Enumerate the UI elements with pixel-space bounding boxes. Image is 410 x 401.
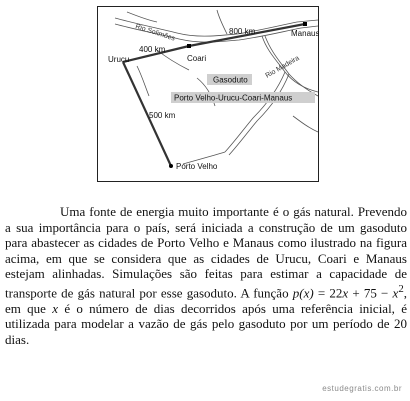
manaus-marker: [303, 22, 307, 26]
distance-urucu-porto-velho: 500 km: [149, 111, 176, 120]
text-part-3: é o número de dias decorridos após uma referência inicial, é utilizada para modelar a vazão de gás pelo gasoduto por um período de 20 dias.: [5, 300, 407, 348]
formula-equals: = 22: [313, 285, 343, 301]
city-manaus-label: Manaus: [291, 29, 319, 38]
distance-urucu-coari: 400 km: [139, 45, 166, 54]
distance-coari-manaus: 800 km: [229, 27, 256, 36]
city-urucu-label: Urucu: [108, 55, 130, 64]
text-part-2: , em que: [5, 285, 407, 316]
text-part-1: Uma fonte de energia muito importante é o gás natural. Prevendo a sua importância para o país, será iniciada a construção de um gasoduto para abastecer as cidades de Porto Velho e Manaus como ilustrado na figura acima, em que se considera que as cidades de Urucu, Coari e Manaus estejam alinhadas. Simulações são feitas para estimar a capacidade de transporte de gás natural por esse gasoduto. A função: [5, 204, 407, 301]
question-text: [5, 204, 407, 348]
formula-rest: + 75 −: [348, 285, 393, 301]
river-madeira-label: Rio Madeira: [264, 54, 301, 80]
function-name: p(x): [292, 285, 314, 301]
city-porto-velho-label: Porto Velho: [176, 162, 218, 171]
river-solimoes-label: Rio Solimões: [134, 23, 176, 43]
formula-exponent: 2: [398, 282, 404, 295]
city-coari-label: Coari: [187, 54, 207, 63]
formula-x-squared: x: [392, 285, 399, 301]
legend-route: Porto Velho-Urucu-Coari-Manaus: [174, 93, 293, 103]
porto-velho-marker: [169, 164, 173, 168]
coari-marker: [187, 44, 191, 48]
formula-x: x: [342, 285, 349, 301]
watermark: estudegratis.com.br: [322, 384, 402, 393]
variable-x: x: [52, 300, 59, 316]
legend-title: Gasoduto: [213, 75, 248, 85]
gas-pipeline-map: [97, 6, 319, 182]
